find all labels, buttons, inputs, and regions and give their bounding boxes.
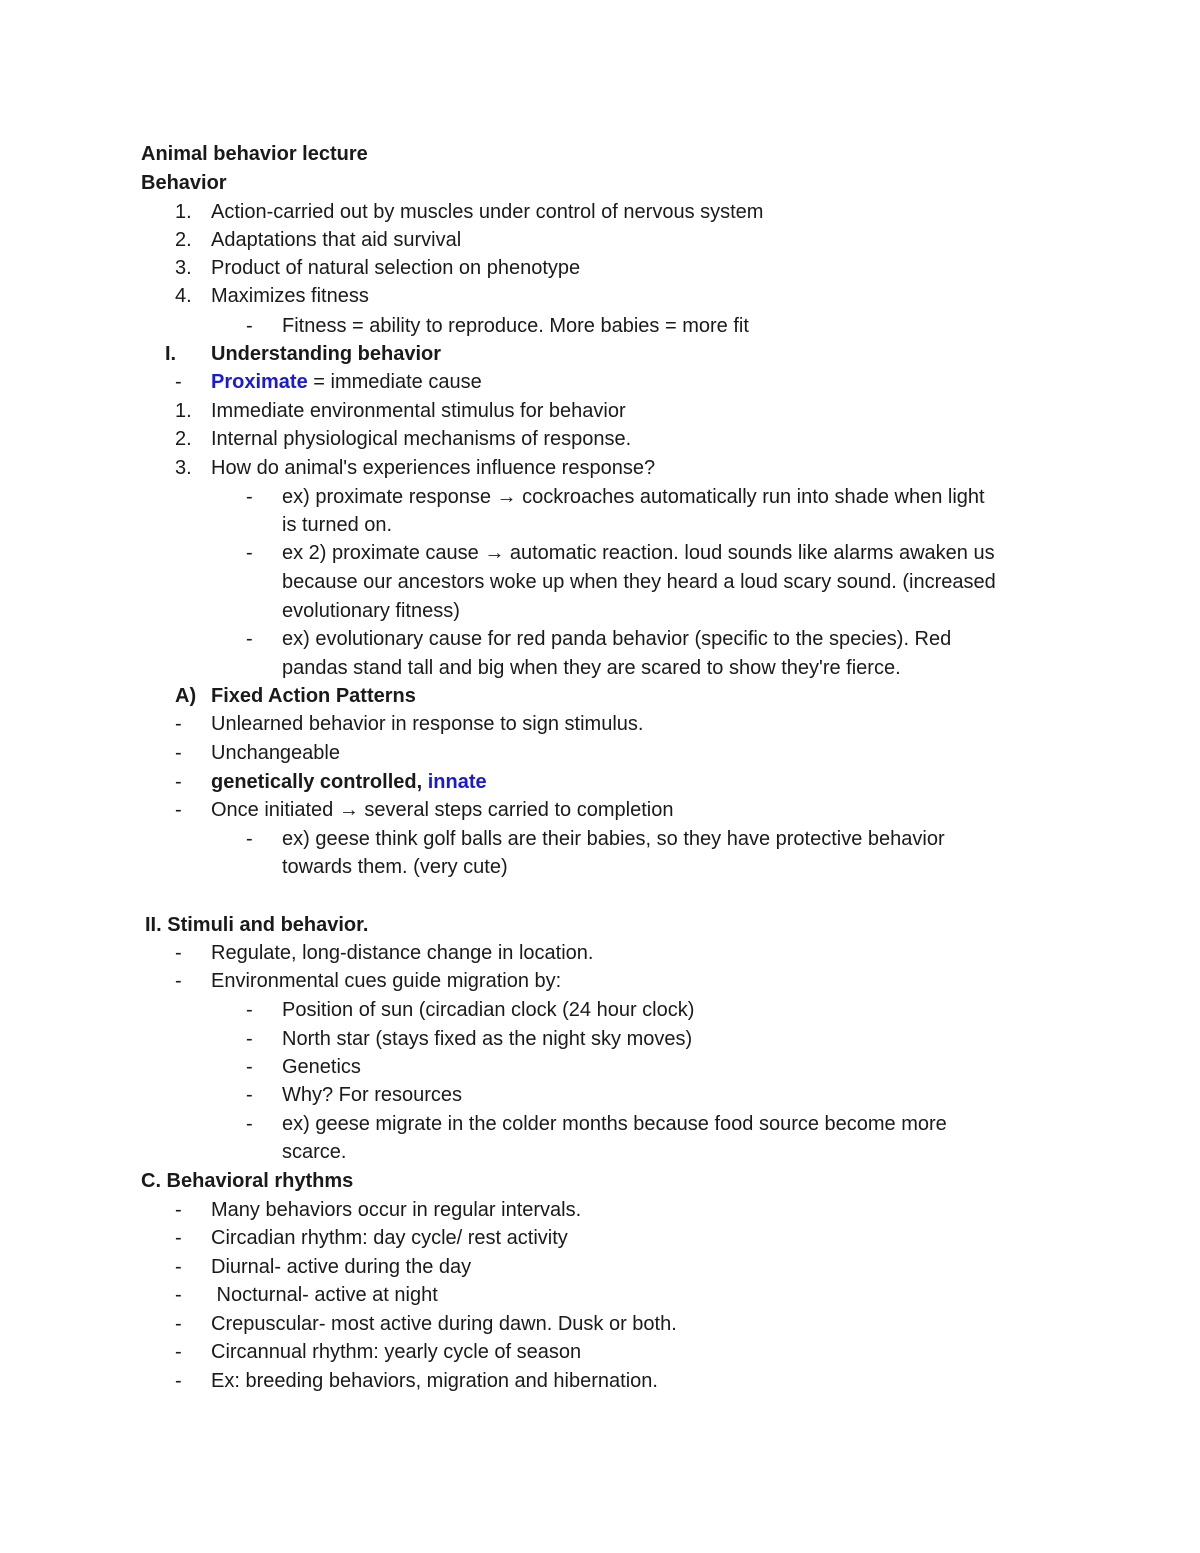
list-item-text: Immediate environmental stimulus for behavior [211, 400, 626, 422]
list-item-text: Position of sun (circadian clock (24 hour clock) [282, 999, 695, 1021]
list-marker: - [246, 315, 253, 337]
list-marker: 1. [175, 201, 192, 223]
list-marker: - [175, 1284, 182, 1306]
list-marker: - [175, 371, 182, 393]
list-item-text: Circannual rhythm: yearly cycle of season [211, 1341, 582, 1363]
list-marker: - [175, 1341, 182, 1363]
list-item-text: Product of natural selection on phenotype [211, 257, 581, 279]
list-marker: 3. [175, 457, 192, 479]
list-item-text: How do animal's experiences influence response? [211, 457, 656, 479]
list-marker: - [175, 1313, 182, 1335]
list-item-text: Unlearned behavior in response to sign stimulus. [211, 713, 644, 735]
list-item-text: Ex: breeding behaviors, migration and hibernation. [211, 1370, 658, 1392]
list-item-text: Genetics [282, 1056, 361, 1078]
list-marker: - [175, 771, 182, 793]
list-item-text: Action-carried out by muscles under control of nervous system [211, 201, 764, 223]
list-item-text: pandas stand tall and big when they are scared to show they're fierce. [282, 657, 901, 679]
list-item-text: evolutionary fitness) [282, 600, 460, 622]
document-title: Animal behavior lecture [141, 143, 368, 165]
innate-term: innate [427, 771, 487, 793]
list-item-text: Fitness = ability to reproduce. More babies = more fit [282, 315, 749, 337]
list-item-text: Many behaviors occur in regular intervals. [211, 1199, 582, 1221]
list-marker: - [175, 713, 182, 735]
list-marker: - [246, 628, 253, 650]
genetic-line [211, 768, 487, 796]
list-marker: - [246, 999, 253, 1021]
list-marker: 4. [175, 285, 192, 307]
list-item-text: Maximizes fitness [211, 285, 369, 307]
list-marker: - [175, 1256, 182, 1278]
section-marker: I. [165, 343, 177, 365]
list-item-text: ex) geese think golf balls are their babies, so they have protective behavior [282, 828, 945, 850]
list-marker: - [175, 942, 182, 964]
list-marker: - [175, 1199, 182, 1221]
genetic-bold-text: genetically controlled, [211, 771, 423, 793]
list-marker: 3. [175, 257, 192, 279]
list-item-text: scarce. [282, 1141, 347, 1163]
list-item-text: towards them. (very cute) [282, 856, 508, 878]
list-item-text: Nocturnal- active at night [211, 1284, 438, 1306]
list-marker: - [246, 828, 253, 850]
section-heading-text: Fixed Action Patterns [211, 685, 416, 707]
list-item-text: North star (stays fixed as the night sky moves) [282, 1028, 693, 1050]
section-heading-behavior: Behavior [141, 172, 227, 194]
list-item-text: Regulate, long-distance change in location. [211, 942, 594, 964]
section-heading-text: Understanding behavior [211, 343, 442, 365]
list-marker: - [175, 1370, 182, 1392]
list-item-text: ex 2) proximate cause → automatic reaction. loud sounds like alarms awaken us [282, 542, 995, 564]
list-item-text: Environmental cues guide migration by: [211, 970, 562, 992]
list-marker: - [175, 742, 182, 764]
list-marker: - [246, 486, 253, 508]
list-marker: - [175, 970, 182, 992]
list-item-text: Once initiated → several steps carried to completion [211, 799, 674, 821]
list-marker: 2. [175, 229, 192, 251]
list-marker: - [246, 1028, 253, 1050]
list-marker: - [175, 1227, 182, 1249]
section-marker: A) [175, 685, 197, 707]
list-marker: - [246, 542, 253, 564]
proximate-rest: = immediate cause [307, 371, 482, 393]
list-marker: 1. [175, 400, 192, 422]
list-item-text: Internal physiological mechanisms of response. [211, 428, 632, 450]
list-item-text: is turned on. [282, 514, 393, 536]
proximate-term: Proximate [211, 371, 308, 393]
list-item-text: Diurnal- active during the day [211, 1256, 472, 1278]
list-item-text: because our ancestors woke up when they heard a loud scary sound. (increased [282, 571, 996, 593]
proximate-definition [211, 368, 482, 396]
list-item-text: ex) proximate response → cockroaches automatically run into shade when light [282, 486, 985, 508]
list-item-text: Unchangeable [211, 742, 340, 764]
list-marker: - [246, 1056, 253, 1078]
list-item-text: ex) evolutionary cause for red panda behavior (specific to the species). Red [282, 628, 952, 650]
list-marker: - [246, 1113, 253, 1135]
list-marker: - [175, 799, 182, 821]
section-heading-rhythms: C. Behavioral rhythms [141, 1170, 354, 1192]
list-item-text: Why? For resources [282, 1084, 463, 1106]
list-item-text: Circadian rhythm: day cycle/ rest activity [211, 1227, 568, 1249]
section-heading-stimuli: II. Stimuli and behavior. [145, 914, 369, 936]
list-item-text: Adaptations that aid survival [211, 229, 462, 251]
list-marker: 2. [175, 428, 192, 450]
list-item-text: ex) geese migrate in the colder months because food source become more [282, 1113, 947, 1135]
list-item-text: Crepuscular- most active during dawn. Dusk or both. [211, 1313, 677, 1335]
list-marker: - [246, 1084, 253, 1106]
